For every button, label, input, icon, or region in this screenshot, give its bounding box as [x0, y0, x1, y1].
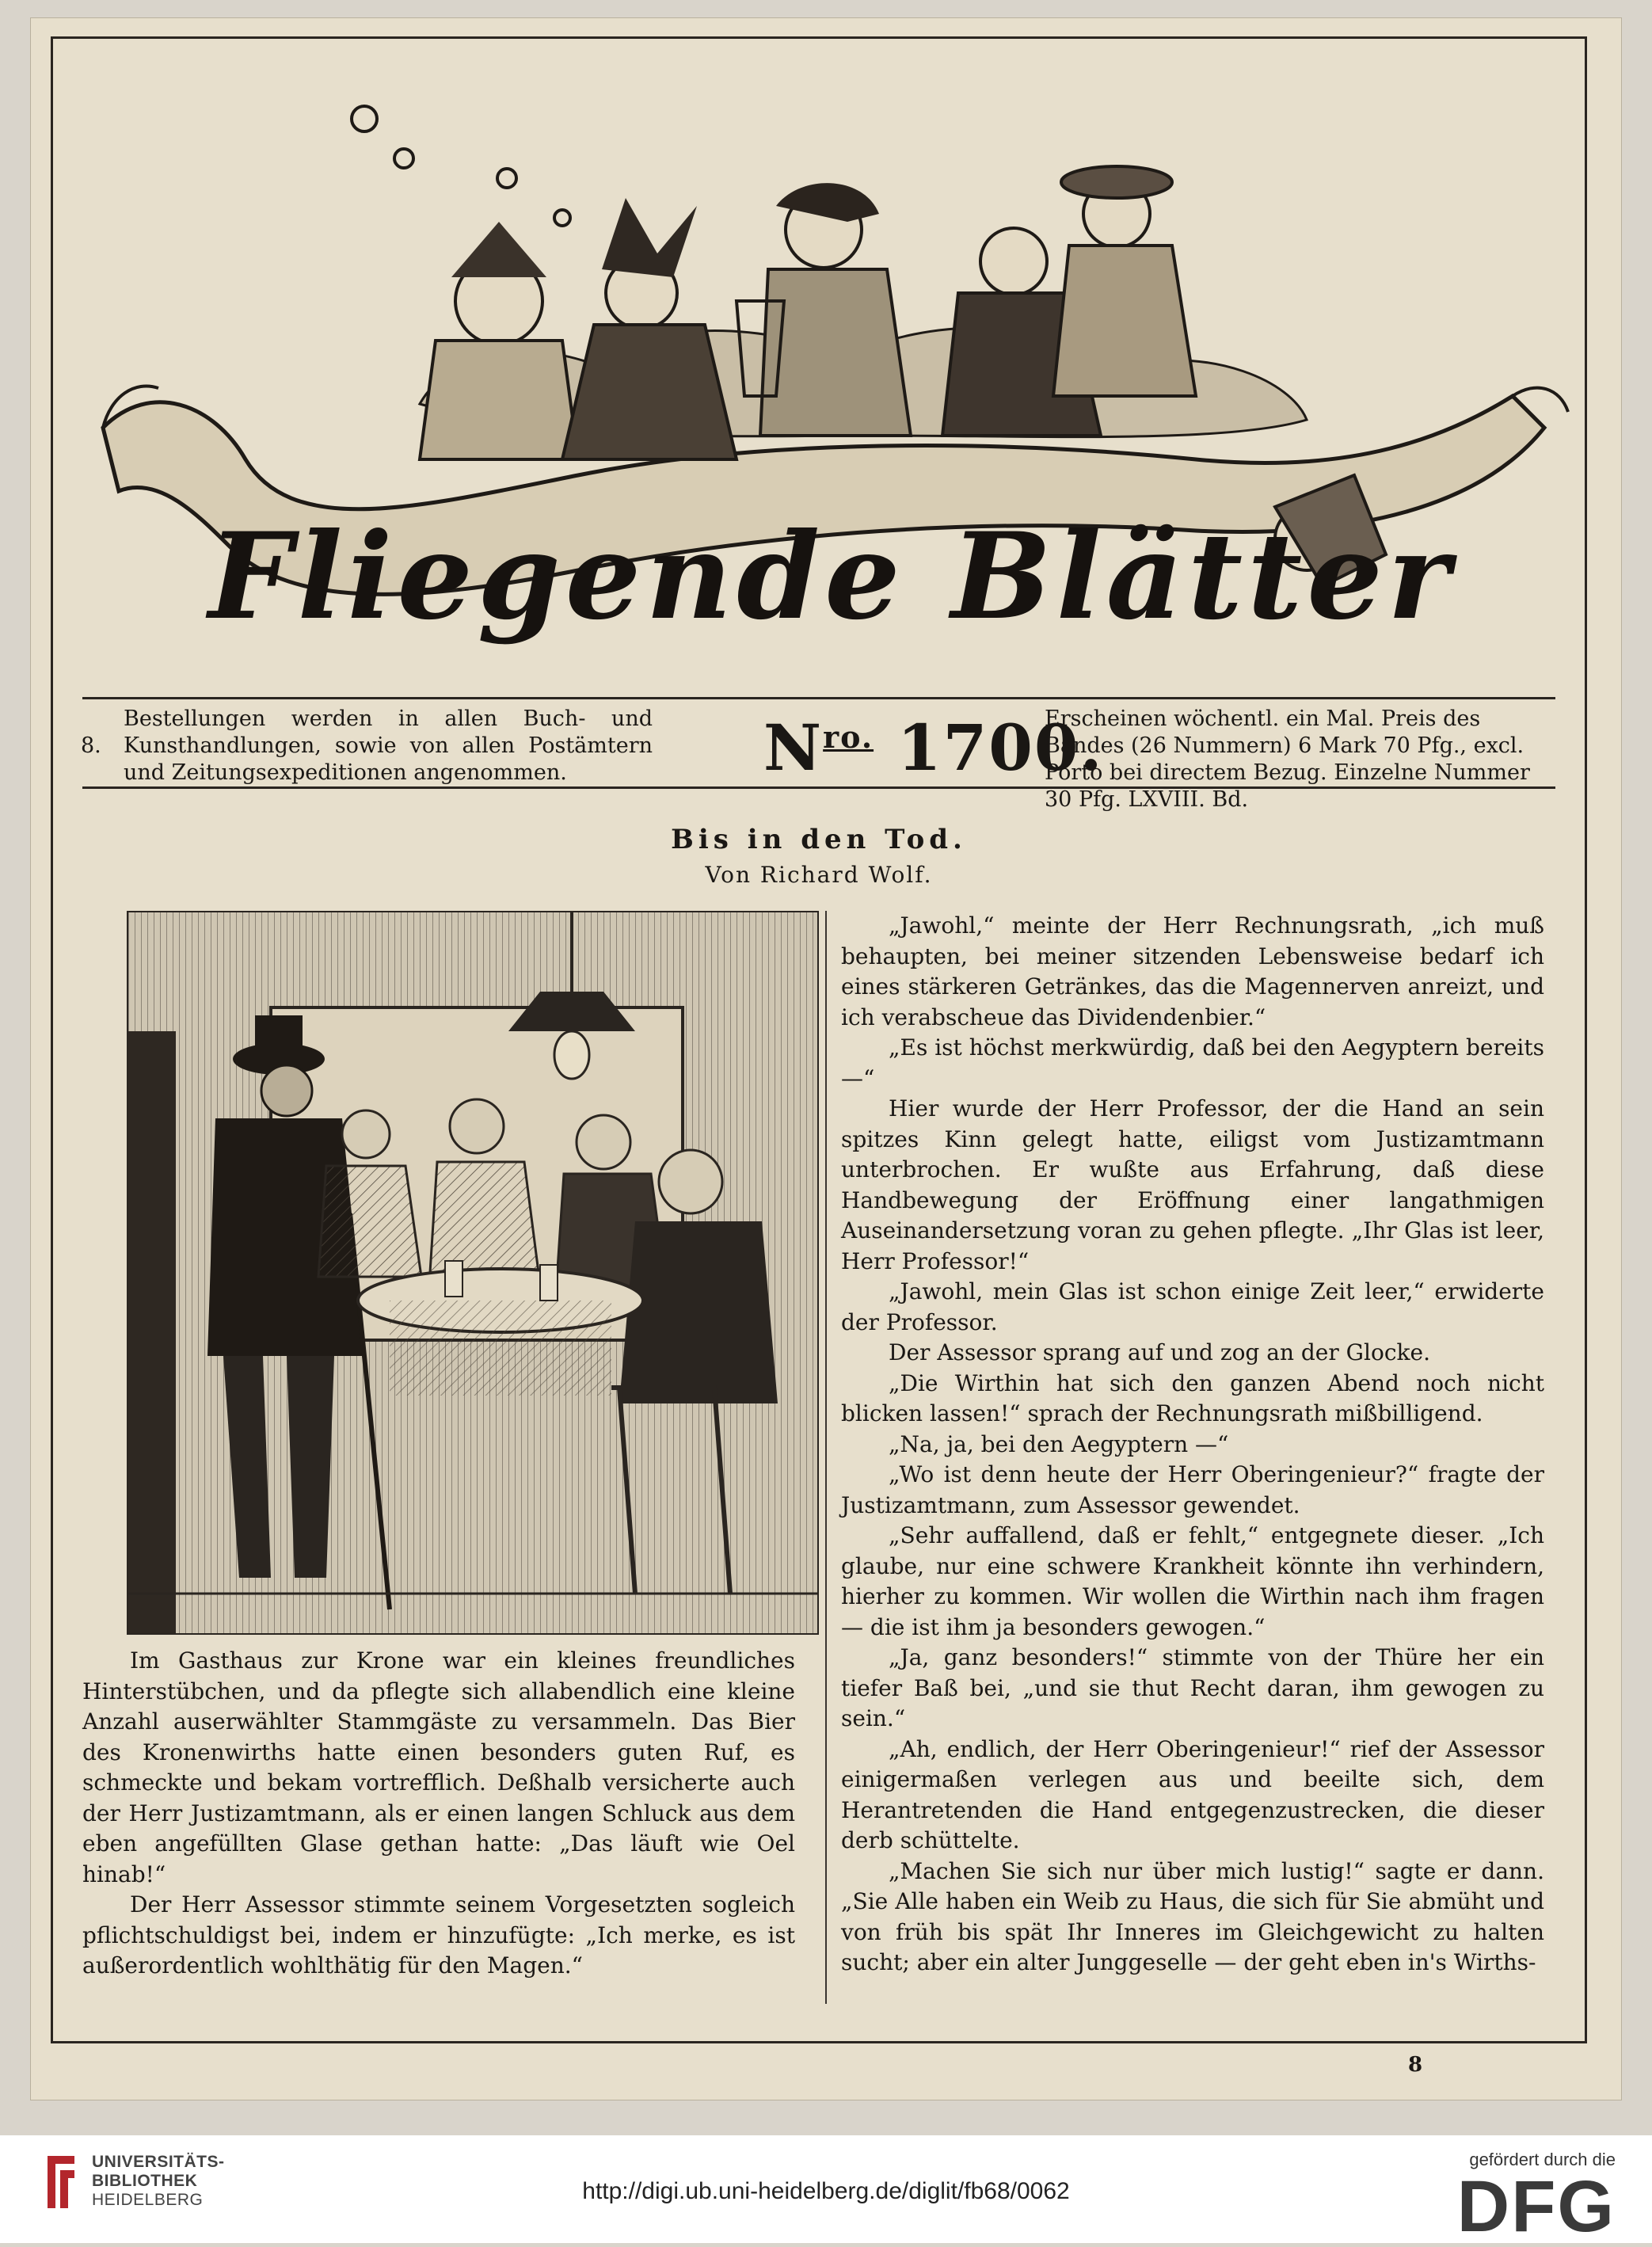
- paragraph: „Jawohl,“ meinte der Herr Rechnungsrath, „ich muß behaupten, bei meiner sitzenden Lebensweise bedarf ich eines stärkeren Getränkes, das die Magennerven anreizt, und ich verabscheue das Dividendenbier.“: [841, 912, 1544, 1030]
- paragraph: „Machen Sie sich nur über mich lustig!“ sagte er dann. „Sie Alle haben ein Weib zu Haus, die sich für Sie abmüht und von früh bis spät Ihr Inneres im Gleichgewicht zu halten sucht; aber ein alter Junggeselle — der geht eben in's Wirths-: [841, 1857, 1544, 1975]
- permalink-url[interactable]: http://digi.ub.uni-heidelberg.de/diglit/fb68/0062: [582, 2178, 1070, 2204]
- paragraph: „Jawohl, mein Glas ist schon einige Zeit leer,“ erwiderte der Professor.: [841, 1278, 1544, 1335]
- issue-prefix-sup: ro.: [823, 719, 874, 755]
- ordering-text: Bestellungen werden in allen Buch- und Kunsthandlungen, sowie von allen Postämtern und Zeitungsexpeditionen angenommen.: [124, 706, 653, 785]
- paragraph: Der Herr Assessor stimmte seinem Vorgesetzten sogleich pflichtschuldigst bei, indem er hinzufügte: „Ich merke, es ist außerordentlich wohlthätig für den Magen.“: [82, 1891, 795, 1979]
- dfg-logo[interactable]: DFG: [1456, 2166, 1616, 2247]
- paragraph: „Es ist höchst merkwürdig, daß bei den Aegyptern bereits —“: [841, 1034, 1544, 1091]
- paragraph: Hier wurde der Herr Professor, der die Hand an sein spitzes Kinn gelegt hatte, eiligst vom Justizamtmann unterbrochen. Er wußte aus Erfahrung, daß diese Handbewegung der Eröffnung einer langathmigen Auseinandersetzung voran zu gehen pflegte. „Ihr Glas ist leer, Herr Professor!“: [841, 1095, 1544, 1274]
- masthead-illustration: [87, 63, 1576, 673]
- publication-info-strip: [81, 697, 1555, 812]
- column-divider: [825, 911, 827, 2004]
- page-number: 8: [1408, 2053, 1423, 2077]
- volume-marker: 8.: [81, 733, 101, 758]
- right-text-column: [841, 911, 1544, 1979]
- tavern-illustration: [127, 911, 819, 1635]
- funding-label: gefördert durch die: [1469, 2150, 1616, 2169]
- subscription-info: Erscheinen wöchentl. ein Mal. Preis des Bandes (26 Nummern) 6 Mark 70 Pfg., excl. Porto bei directem Bezug. Einzelne Nummer 30 Pfg. LXVIII. Bd.: [1045, 706, 1530, 812]
- paragraph: „Wo ist denn heute der Herr Oberingenieur?“ fragte der Justizamtmann, zum Assessor gewendet.: [841, 1461, 1544, 1518]
- paragraph: „Die Wirthin hat sich den ganzen Abend noch nicht blicken lassen!“ sprach der Rechnungsrath mißbilligend.: [841, 1369, 1544, 1426]
- tavern-engraving: [128, 912, 817, 1633]
- story-author: Von Richard Wolf.: [705, 862, 933, 888]
- paragraph: Der Assessor sprang auf und zog an der Glocke.: [889, 1339, 1430, 1365]
- library-line-2: BIBLIOTHEK: [92, 2172, 198, 2190]
- paragraph: Im Gasthaus zur Krone war ein kleines freundliches Hinterstübchen, und da pflegte sich allabendlich eine kleine Anzahl auserwählter Stammgäste zu versammeln. Das Bier des Kronenwirths hatte einen besonders guten Ruf, es schmeckte und bekam vortrefflich. Deßhalb versicherte auch der Herr Justizamtmann, als er einen langen Schluck aus dem eben angefüllten Glase gethan hatte: „Das läuft wie Oel hinab!“: [82, 1647, 795, 1887]
- library-line-3: HEIDELBERG: [92, 2191, 204, 2209]
- issue-prefix: N: [763, 710, 824, 785]
- paragraph: „Sehr auffallend, daß er fehlt,“ entgegnete dieser. „Ich glaube, nur eine schwere Krankheit könnte ihn verhindern, hierher zu kommen. Wir wollen die Wirthin nach ihm fragen — die ist ihm ja besonders gewogen.“: [841, 1522, 1544, 1640]
- left-text-column: [82, 1646, 795, 1982]
- issue-value: 1700.: [896, 710, 1104, 785]
- ordering-info: [82, 706, 653, 786]
- paragraph: „Na, ja, bei den Aegyptern —“: [889, 1430, 1229, 1457]
- paragraph: „Ja, ganz besonders!“ stimmte von der Thüre her ein tiefer Baß bei, „und sie thut Recht daran, ihm gewogen zu sein.“: [841, 1644, 1544, 1731]
- library-line-1: UNIVERSITÄTS-: [92, 2153, 225, 2171]
- paragraph: „Ah, endlich, der Herr Oberingenieur!“ rief der Assessor einigermaßen verlegen aus und beeilte sich, dem Herantretenden die Hand entgegenzustrecken, die dieser derb schüttelte.: [841, 1735, 1544, 1853]
- masthead-title: Fliegende Blätter: [208, 507, 1455, 646]
- story-title: Bis in den Tod.: [671, 824, 967, 855]
